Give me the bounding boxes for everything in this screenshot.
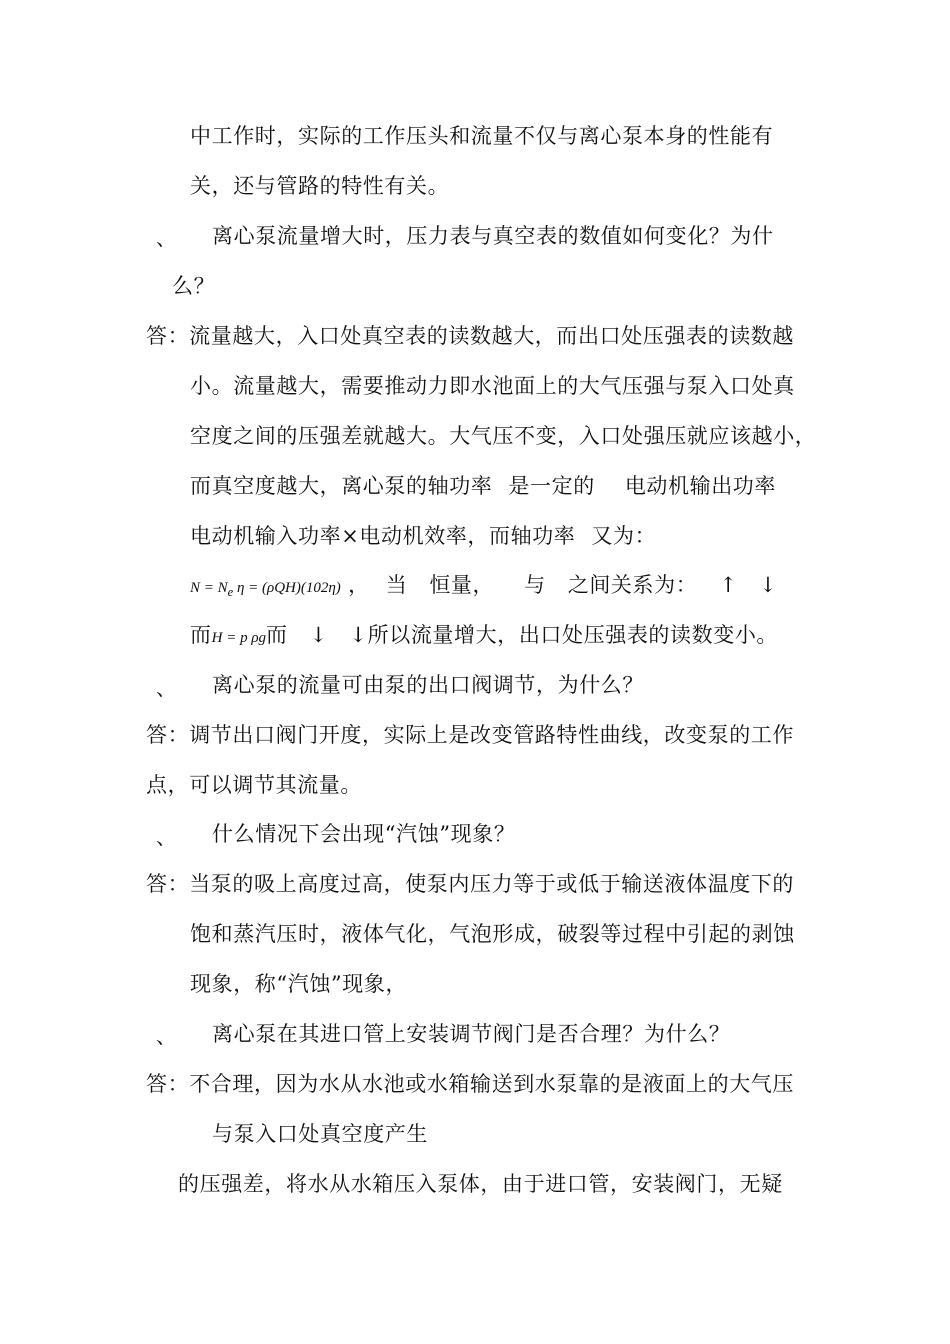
answer-line: 小。流量越大，需要推动力即水池面上的大气压强与泵入口处真 bbox=[190, 374, 795, 398]
answer-line bbox=[190, 570, 777, 607]
paragraph-line: 关，还与管路的特性有关。 bbox=[190, 174, 450, 198]
arrow-symbols: ↑ ↓ bbox=[719, 573, 778, 597]
question-marker: 、 bbox=[156, 1024, 176, 1048]
answer-text: 而 bbox=[266, 623, 288, 647]
answer-text: 调节出口阀门开度，实际上是改变管路特性曲线，改变泵的工作 bbox=[189, 723, 795, 747]
answer-text: 电动机输出功率 bbox=[624, 474, 777, 498]
answer-text: 是一定的 bbox=[508, 474, 595, 498]
answer-prefix: 答： bbox=[146, 723, 190, 747]
answer-text: 流量越大，入口处真空表的读数越大，而出口处压强表的读数越 bbox=[189, 324, 795, 348]
answer-text: 而真空度越大，离心泵的轴功率 bbox=[190, 474, 493, 498]
answer-text: 恒量， bbox=[429, 573, 495, 597]
answer-line: 的压强差，将水从水箱压入泵体，由于进口管，安装阀门，无疑 bbox=[178, 1172, 783, 1196]
formula-power: $N = N_e$ η = (ρQH)(102η) bbox=[190, 580, 341, 599]
answer-prefix: 答： bbox=[146, 1072, 190, 1096]
question-text: 离心泵流量增大时，压力表与真空表的数值如何变化？为什 bbox=[212, 224, 774, 248]
answer-line: 饱和蒸汽压时，液体气化，气泡形成，破裂等过程中引起的剥蚀 bbox=[190, 922, 795, 946]
question-marker: 、 bbox=[156, 226, 176, 250]
question-marker: 、 bbox=[156, 676, 176, 700]
question-text: 什么情况下会出现“汽蚀”现象？ bbox=[212, 822, 516, 846]
answer-line bbox=[190, 471, 776, 501]
question-text: 离心泵在其进口管上安装调节阀门是否合理？为什么？ bbox=[212, 1022, 731, 1046]
answer-line: 现象，称“汽蚀”现象， bbox=[190, 972, 408, 996]
answer-text: 不合理，因为水从水池或水箱输送到水泵靠的是液面上的大气压 bbox=[189, 1072, 795, 1096]
question-text: 么？ bbox=[172, 274, 216, 298]
arrow-symbols: ↓ ↓ bbox=[309, 623, 368, 647]
answer-line bbox=[190, 620, 778, 653]
answer-line bbox=[146, 1069, 794, 1099]
answer-prefix: 答： bbox=[146, 324, 190, 348]
answer-line bbox=[146, 869, 794, 899]
question-marker: 、 bbox=[156, 825, 176, 849]
answer-line: 空度之间的压强差就越大。大气压不变，入口处强压就应该越小， bbox=[190, 424, 817, 448]
answer-line: 点，可以调节其流量。 bbox=[146, 773, 362, 797]
answer-text: 所以流量增大，出口处压强表的读数变小。 bbox=[367, 623, 779, 647]
answer-line bbox=[190, 521, 656, 551]
answer-line: 与泵入口处真空度产生 bbox=[212, 1122, 428, 1146]
question-text: 离心泵的流量可由泵的出口阀调节，为什么？ bbox=[212, 673, 644, 697]
answer-text: 电动机输入功率×电动机效率，而轴功率 bbox=[190, 524, 576, 548]
answer-text: 而 bbox=[190, 623, 212, 647]
answer-text: 当泵的吸上高度过高，使泵内压力等于或低于输送液体温度下的 bbox=[189, 872, 795, 896]
answer-text: 与 bbox=[524, 573, 546, 597]
answer-text: 之间关系为： bbox=[567, 573, 698, 597]
answer-prefix: 答： bbox=[146, 872, 190, 896]
answer-text: 当 bbox=[385, 573, 408, 597]
answer-line bbox=[146, 720, 794, 750]
paragraph-line: 中工作时，实际的工作压头和流量不仅与离心泵本身的性能有 bbox=[190, 124, 774, 148]
answer-text: ， bbox=[348, 573, 370, 597]
answer-text: 又为： bbox=[591, 524, 657, 548]
formula-head: H = p ρg bbox=[211, 630, 267, 646]
answer-line bbox=[146, 321, 794, 351]
